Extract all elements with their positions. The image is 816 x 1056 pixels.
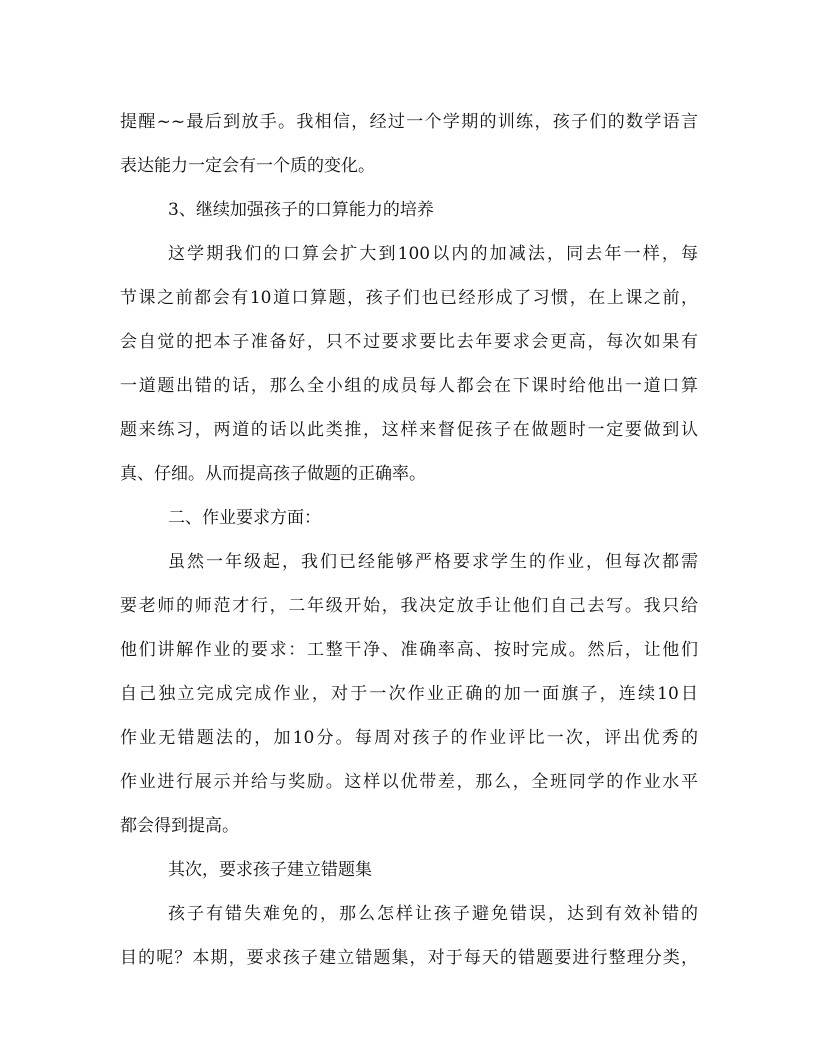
text-line: 这学期我们的口算会扩大到100以内的加减法，同去年一样，每 <box>168 244 698 264</box>
text-line: 节课之前都会有10道口算题，孩子们也已经形成了习惯，在上课之前， <box>120 288 698 308</box>
heading-text: 3、继续加强孩子的口算能力的培养 <box>168 200 434 220</box>
text-line: 一道题出错的话，那么全小组的成员每人都会在下课时给他出一道口算 <box>120 376 698 396</box>
text-line: 虽然一年级起，我们已经能够严格要求学生的作业，但每次都需 <box>168 552 698 572</box>
text-line: 表达能力一定会有一个质的变化。 <box>120 156 375 176</box>
text-line: 孩子有错失难免的，那么怎样让孩子避免错误，达到有效补错的 <box>168 904 698 924</box>
paragraph-oral-arithmetic <box>120 232 698 496</box>
text-line: 都会得到提高。 <box>120 816 239 836</box>
text-line: 真、仔细。从而提高孩子做题的正确率。 <box>120 464 426 484</box>
paragraph-homework <box>120 540 698 848</box>
paragraph-continuation <box>120 100 698 188</box>
text-line: 题来练习，两道的话以此类推，这样来督促孩子在做题时一定要做到认 <box>120 420 698 440</box>
text-line: 自己独立完成完成作业，对于一次作业正确的加一面旗子，连续10日 <box>120 684 698 704</box>
heading-text: 其次，要求孩子建立错题集 <box>168 860 372 880</box>
section-heading-error-collection <box>120 848 698 892</box>
heading-text: 二、作业要求方面： <box>168 508 321 528</box>
text-line: 提醒~~最后到放手。我相信，经过一个学期的训练，孩子们的数学语言 <box>120 112 698 132</box>
text-line: 作业无错题法的，加10分。每周对孩子的作业评比一次，评出优秀的 <box>120 728 698 748</box>
text-line: 要老师的师范才行，二年级开始，我决定放手让他们自己去写。我只给 <box>120 596 698 616</box>
section-heading-oral-arithmetic <box>120 188 698 232</box>
text-line: 会自觉的把本子准备好，只不过要求要比去年要求会更高，每次如果有 <box>120 332 698 352</box>
text-line: 作业进行展示并给与奖励。这样以优带差，那么，全班同学的作业水平 <box>120 772 698 792</box>
section-heading-homework <box>120 496 698 540</box>
document-body <box>120 100 698 980</box>
text-line: 目的呢？本期，要求孩子建立错题集，对于每天的错题要进行整理分类， <box>120 948 698 968</box>
text-line: 他们讲解作业的要求：工整干净、准确率高、按时完成。然后，让他们 <box>120 640 698 660</box>
paragraph-error-collection <box>120 892 698 980</box>
